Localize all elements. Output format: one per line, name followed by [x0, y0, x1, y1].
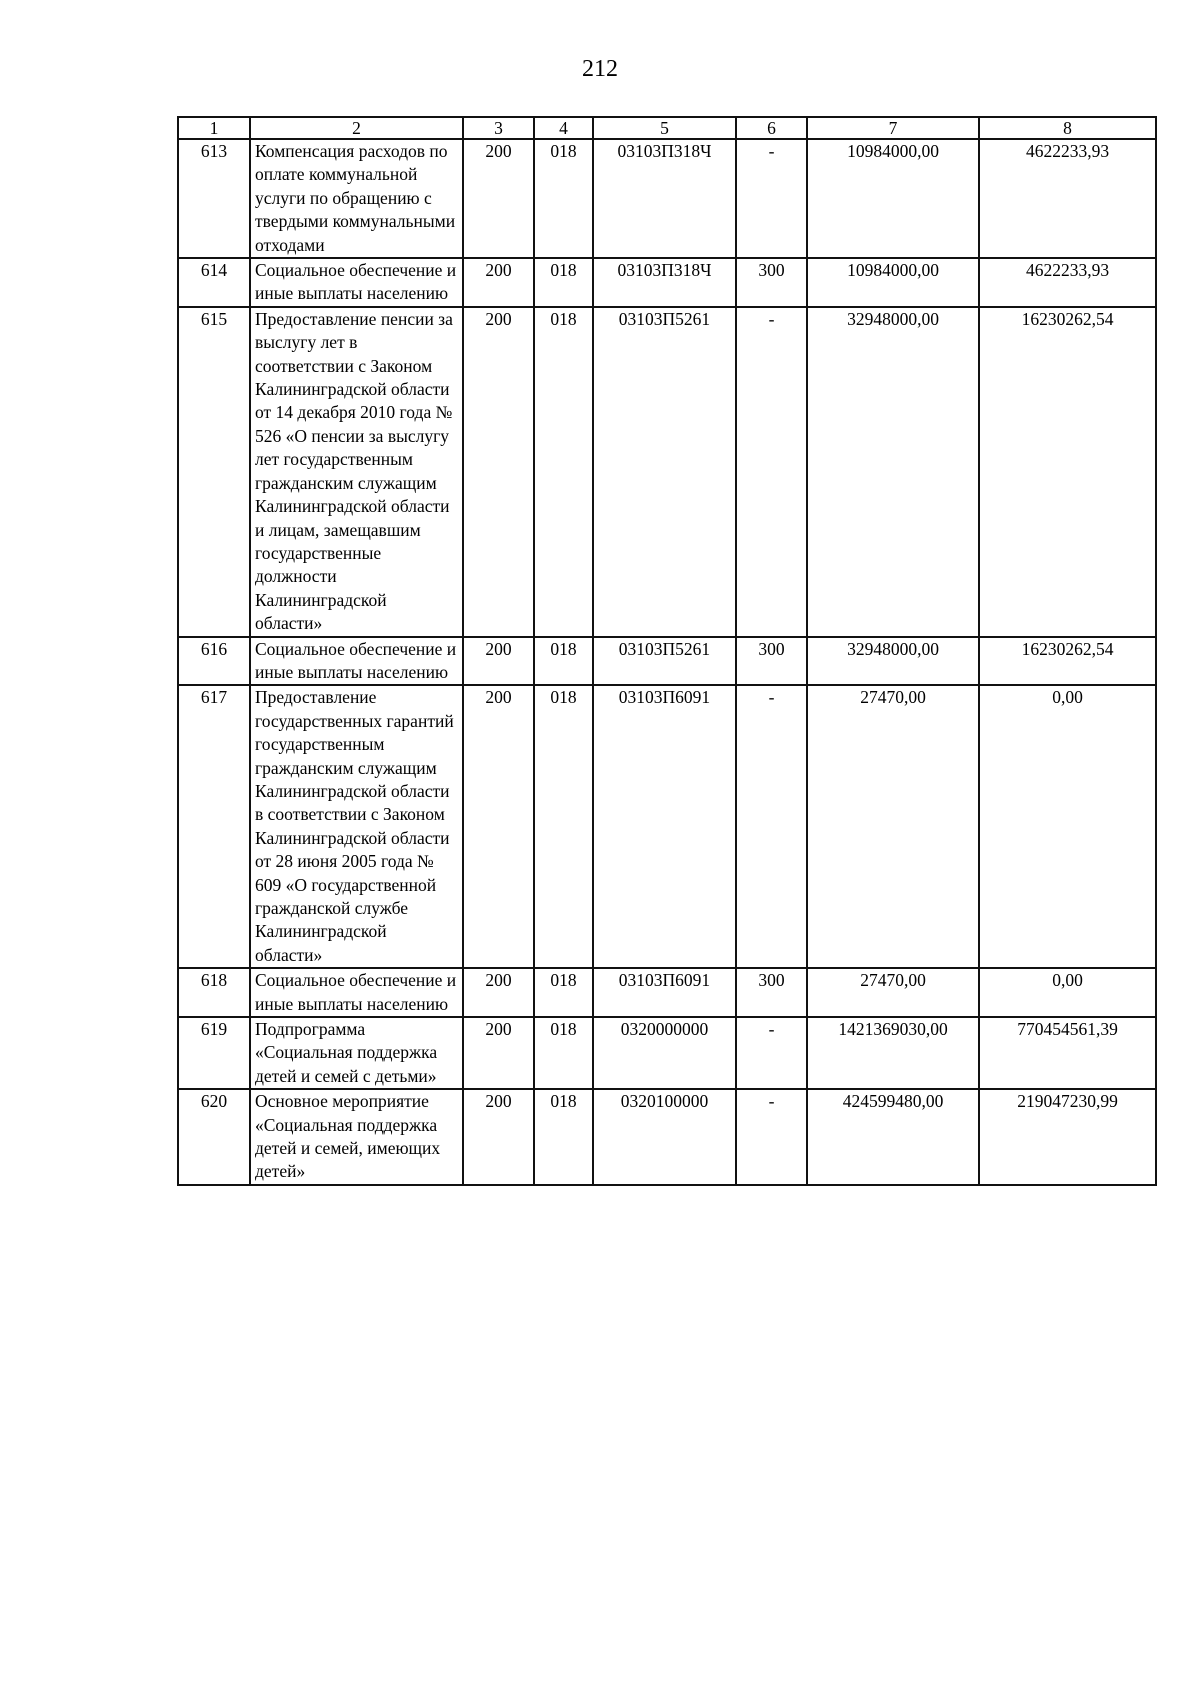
row-name: Предоставление пенсии за выслугу лет в соответствии с Законом Калининградской области от 14 декабря 2010 года № 526 «О пенсии за выслугу лет государственным гражданским служащим Калининградской области и лицам, замещавшим государственные должности Калининградской области»: [250, 307, 463, 637]
table-row: [178, 307, 1156, 637]
row-col-5: 0320000000: [593, 1017, 736, 1089]
table-row: [178, 1017, 1156, 1089]
row-col-4: 018: [534, 1017, 593, 1089]
row-col-3: 200: [463, 637, 534, 686]
row-col-3: 200: [463, 685, 534, 968]
row-col-8: 16230262,54: [979, 637, 1156, 686]
row-col-6: -: [736, 1089, 807, 1185]
header-col-8: 8: [979, 117, 1156, 139]
row-name: Основное мероприятие «Социальная поддержка детей и семей, имеющих детей»: [250, 1089, 463, 1185]
row-col-7: 27470,00: [807, 968, 979, 1017]
row-col-8: 4622233,93: [979, 139, 1156, 258]
row-col-6: -: [736, 139, 807, 258]
row-col-6: -: [736, 1017, 807, 1089]
row-number: 614: [178, 258, 250, 307]
row-col-8: 0,00: [979, 968, 1156, 1017]
row-number: 619: [178, 1017, 250, 1089]
row-col-7: 32948000,00: [807, 307, 979, 637]
row-col-3: 200: [463, 1089, 534, 1185]
row-number: 617: [178, 685, 250, 968]
row-col-4: 018: [534, 637, 593, 686]
row-col-4: 018: [534, 1089, 593, 1185]
row-col-4: 018: [534, 258, 593, 307]
row-col-4: 018: [534, 307, 593, 637]
row-col-5: 03103П5261: [593, 637, 736, 686]
header-col-4: 4: [534, 117, 593, 139]
row-number: 616: [178, 637, 250, 686]
table-row: [178, 1089, 1156, 1185]
budget-table: [177, 116, 1157, 1186]
row-number: 620: [178, 1089, 250, 1185]
header-col-7: 7: [807, 117, 979, 139]
row-col-5: 03103П6091: [593, 685, 736, 968]
table-row: [178, 258, 1156, 307]
row-col-5: 03103П318Ч: [593, 258, 736, 307]
page-number: 212: [582, 56, 618, 82]
row-col-3: 200: [463, 968, 534, 1017]
row-col-4: 018: [534, 139, 593, 258]
row-name: Подпрограмма «Социальная поддержка детей и семей с детьми»: [250, 1017, 463, 1089]
row-col-6: -: [736, 685, 807, 968]
header-col-2: 2: [250, 117, 463, 139]
table-row: [178, 139, 1156, 258]
row-col-3: 200: [463, 1017, 534, 1089]
row-name: Социальное обеспечение и иные выплаты населению: [250, 258, 463, 307]
row-col-6: 300: [736, 637, 807, 686]
row-col-3: 200: [463, 307, 534, 637]
row-col-6: -: [736, 307, 807, 637]
row-col-7: 32948000,00: [807, 637, 979, 686]
row-col-8: 770454561,39: [979, 1017, 1156, 1089]
header-col-3: 3: [463, 117, 534, 139]
row-number: 615: [178, 307, 250, 637]
header-col-6: 6: [736, 117, 807, 139]
header-row: [178, 117, 1156, 139]
table-row: [178, 685, 1156, 968]
row-col-4: 018: [534, 685, 593, 968]
row-col-8: 0,00: [979, 685, 1156, 968]
row-number: 613: [178, 139, 250, 258]
row-col-5: 03103П6091: [593, 968, 736, 1017]
row-col-7: 10984000,00: [807, 139, 979, 258]
row-number: 618: [178, 968, 250, 1017]
row-col-5: 03103П318Ч: [593, 139, 736, 258]
row-col-6: 300: [736, 968, 807, 1017]
row-col-7: 10984000,00: [807, 258, 979, 307]
header-col-1: 1: [178, 117, 250, 139]
row-col-3: 200: [463, 258, 534, 307]
row-col-7: 1421369030,00: [807, 1017, 979, 1089]
row-col-8: 16230262,54: [979, 307, 1156, 637]
row-name: Компенсация расходов по оплате коммунальной услуги по обращению с твердыми коммунальными отходами: [250, 139, 463, 258]
row-col-3: 200: [463, 139, 534, 258]
row-col-7: 424599480,00: [807, 1089, 979, 1185]
table-row: [178, 637, 1156, 686]
row-col-4: 018: [534, 968, 593, 1017]
table-row: [178, 968, 1156, 1017]
row-col-7: 27470,00: [807, 685, 979, 968]
row-col-6: 300: [736, 258, 807, 307]
row-col-5: 03103П5261: [593, 307, 736, 637]
row-name: Предоставление государственных гарантий государственным гражданским служащим Калининградской области в соответствии с Законом Калининградской области от 28 июня 2005 года № 609 «О государственной гражданской службе Калининградской области»: [250, 685, 463, 968]
row-col-8: 4622233,93: [979, 258, 1156, 307]
header-col-5: 5: [593, 117, 736, 139]
row-name: Социальное обеспечение и иные выплаты населению: [250, 637, 463, 686]
row-col-8: 219047230,99: [979, 1089, 1156, 1185]
row-name: Социальное обеспечение и иные выплаты населению: [250, 968, 463, 1017]
row-col-5: 0320100000: [593, 1089, 736, 1185]
